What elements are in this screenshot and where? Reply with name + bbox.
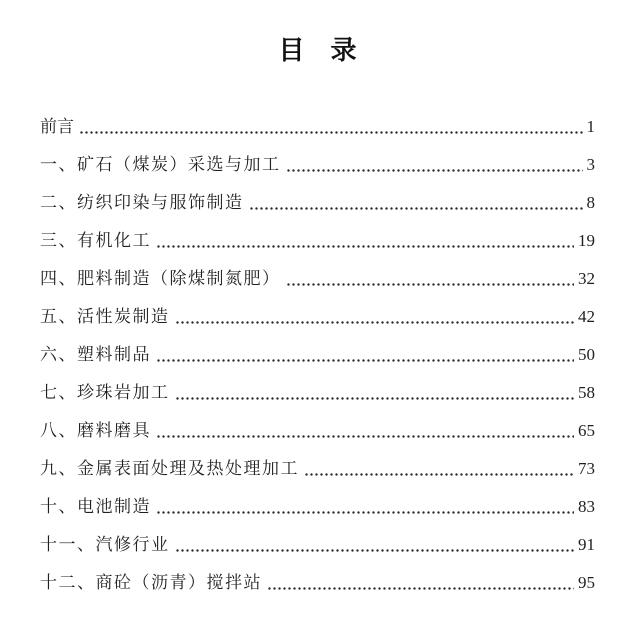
dot-leader bbox=[286, 146, 583, 184]
toc-entry[interactable] bbox=[40, 374, 595, 412]
toc-entry[interactable] bbox=[40, 108, 595, 146]
toc-entry[interactable] bbox=[40, 146, 595, 184]
dot-leader bbox=[175, 298, 575, 336]
dot-leader bbox=[267, 564, 574, 602]
toc-entry[interactable] bbox=[40, 488, 595, 526]
dot-leader bbox=[156, 222, 574, 260]
toc-entry[interactable] bbox=[40, 450, 595, 488]
toc-entry-label: 九、金属表面处理及热处理加工 bbox=[40, 459, 299, 478]
toc-entry-label: 十二、商砼（沥青）搅拌站 bbox=[40, 573, 262, 592]
toc-entry-page-number: 91 bbox=[578, 535, 595, 554]
page-title: 目 录 bbox=[278, 36, 357, 65]
table-of-contents bbox=[40, 108, 595, 602]
toc-entry-page-number: 1 bbox=[586, 117, 595, 136]
dot-leader bbox=[304, 450, 574, 488]
dot-leader bbox=[249, 184, 583, 222]
toc-entry-page-number: 95 bbox=[578, 573, 595, 592]
toc-entry-label: 一、矿石（煤炭）采选与加工 bbox=[40, 155, 281, 174]
toc-entry-label: 四、肥料制造（除煤制氮肥） bbox=[40, 269, 281, 288]
toc-entry-label: 二、纺织印染与服饰制造 bbox=[40, 193, 244, 212]
toc-entry-label: 十一、汽修行业 bbox=[40, 535, 170, 554]
toc-entry-page-number: 3 bbox=[586, 155, 595, 174]
toc-entry-page-number: 8 bbox=[586, 193, 595, 212]
dot-leader bbox=[175, 526, 575, 564]
toc-entry-page-number: 50 bbox=[578, 345, 595, 364]
dot-leader bbox=[156, 412, 574, 450]
toc-entry[interactable] bbox=[40, 564, 595, 602]
toc-entry[interactable] bbox=[40, 184, 595, 222]
toc-entry-page-number: 73 bbox=[578, 459, 595, 478]
toc-entry[interactable] bbox=[40, 336, 595, 374]
dot-leader bbox=[156, 488, 574, 526]
toc-entry[interactable] bbox=[40, 298, 595, 336]
toc-entry-label: 三、有机化工 bbox=[40, 231, 151, 250]
toc-entry-label: 前言 bbox=[40, 117, 74, 136]
toc-entry-page-number: 19 bbox=[578, 231, 595, 250]
toc-entry-page-number: 42 bbox=[578, 307, 595, 326]
toc-entry-label: 六、塑料制品 bbox=[40, 345, 151, 364]
dot-leader bbox=[79, 108, 583, 146]
toc-entry-page-number: 83 bbox=[578, 497, 595, 516]
toc-entry-label: 七、珍珠岩加工 bbox=[40, 383, 170, 402]
toc-entry-label: 八、磨料磨具 bbox=[40, 421, 151, 440]
dot-leader bbox=[175, 374, 575, 412]
toc-entry[interactable] bbox=[40, 260, 595, 298]
toc-entry-label: 十、电池制造 bbox=[40, 497, 151, 516]
toc-entry-page-number: 58 bbox=[578, 383, 595, 402]
toc-entry-page-number: 32 bbox=[578, 269, 595, 288]
toc-entry[interactable] bbox=[40, 222, 595, 260]
toc-entry-page-number: 65 bbox=[578, 421, 595, 440]
toc-entry-label: 五、活性炭制造 bbox=[40, 307, 170, 326]
toc-entry[interactable] bbox=[40, 526, 595, 564]
toc-entry[interactable] bbox=[40, 412, 595, 450]
dot-leader bbox=[286, 260, 575, 298]
dot-leader bbox=[156, 336, 574, 374]
